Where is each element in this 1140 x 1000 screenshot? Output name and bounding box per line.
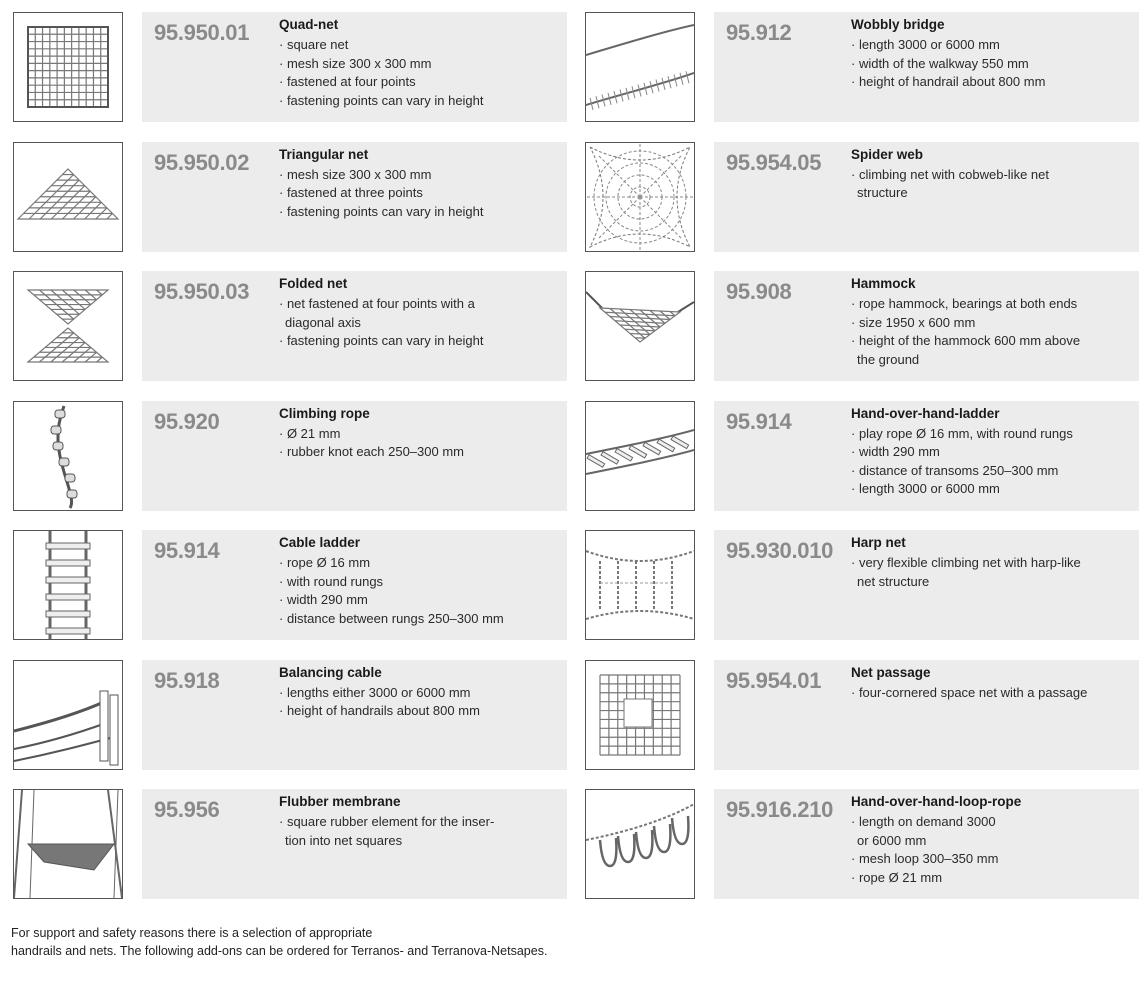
product-spec-line: · length 3000 or 6000 mm <box>851 37 1000 52</box>
product-spec-list <box>279 684 480 721</box>
product-spec-line: · height of handrails about 800 mm <box>279 703 480 718</box>
product-spec-list <box>279 554 504 628</box>
product-spec-list <box>279 425 464 462</box>
product-spec-line: · distance between rungs 250–300 mm <box>279 610 504 626</box>
product-item <box>585 142 1139 254</box>
wobbly-bridge-icon <box>585 12 695 122</box>
product-panel <box>714 530 1139 640</box>
product-item <box>13 660 567 772</box>
product-title: Quad-net <box>279 17 339 32</box>
product-panel <box>142 660 567 770</box>
product-spec-list <box>851 684 1087 703</box>
product-spec-line: · square net <box>279 37 349 52</box>
product-spec-line: · fastened at three points <box>279 185 423 200</box>
product-title: Folded net <box>279 276 348 291</box>
product-panel <box>142 401 567 511</box>
product-spec-list <box>279 813 494 850</box>
product-spec-line: diagonal axis <box>285 314 361 330</box>
product-code: 95.956 <box>154 797 220 822</box>
product-code: 95.914 <box>726 408 792 434</box>
product-spec-line: · four-cornered space net with a passage <box>851 684 1088 700</box>
cable-ladder-icon <box>13 530 123 640</box>
climbing-rope-icon <box>13 401 123 511</box>
hand-over-hand-loop-rope-icon <box>585 789 695 899</box>
product-spec-line: · Ø 21 mm <box>279 425 341 441</box>
product-item <box>585 530 1139 642</box>
product-title: Balancing cable <box>279 664 382 680</box>
product-item <box>585 789 1139 901</box>
footer-note <box>11 924 547 960</box>
product-spec-list <box>851 295 1080 369</box>
product-spec-line: · fastening points can vary in height <box>279 203 484 219</box>
product-spec-line: · mesh loop 300–350 mm <box>851 851 999 866</box>
product-spec-line: · mesh size 300 x 300 mm <box>279 55 432 71</box>
quad-net-icon <box>13 12 123 122</box>
product-spec-list <box>279 295 484 351</box>
product-spec-line: · play rope Ø 16 mm, with round rungs <box>851 425 1073 441</box>
product-item <box>13 142 567 254</box>
product-code: 95.914 <box>154 538 220 563</box>
flubber-membrane-icon <box>13 789 123 899</box>
product-spec-line: · length on demand 3000 <box>851 814 996 829</box>
product-code: 95.908 <box>726 279 792 304</box>
net-passage-icon <box>585 660 695 770</box>
hand-over-hand-ladder-icon <box>585 401 695 511</box>
product-code: 95.918 <box>154 667 220 693</box>
product-spec-line: · mesh size 300 x 300 mm <box>279 166 432 182</box>
product-spec-line: · height of handrail about 800 mm <box>851 74 1046 89</box>
footer-line-2: handrails and nets. The following add-ons can be ordered for Terranos- and Terranova-Netsapes. <box>11 944 548 958</box>
product-spec-line: · rubber knot each 250–300 mm <box>279 444 464 459</box>
product-code: 95.912 <box>726 20 792 45</box>
product-spec-line: · distance of transoms 250–300 mm <box>851 462 1059 478</box>
product-spec-list <box>851 813 998 887</box>
product-code: 95.950.03 <box>154 279 250 304</box>
product-spec-line: tion into net squares <box>285 832 403 848</box>
product-title: Harp net <box>851 535 906 550</box>
product-spec-list <box>851 554 1081 591</box>
product-code: 95.930.010 <box>726 538 834 563</box>
product-panel <box>142 271 567 381</box>
product-item <box>585 271 1139 383</box>
product-code: 95.916.210 <box>726 797 834 822</box>
product-spec-list <box>851 36 1045 92</box>
product-panel <box>714 660 1139 770</box>
product-spec-line: · climbing net with cobweb-like net <box>851 166 1049 182</box>
triangular-net-icon <box>13 142 123 252</box>
product-title: Wobbly bridge <box>851 17 945 32</box>
product-spec-line: net structure <box>857 573 930 589</box>
product-spec-line: · height of the hammock 600 mm above <box>851 333 1081 348</box>
product-panel <box>142 142 567 252</box>
folded-net-icon <box>13 271 123 381</box>
product-spec-line: · fastened at four points <box>279 74 416 89</box>
spider-web-icon <box>585 142 695 252</box>
product-panel <box>142 789 567 899</box>
product-panel <box>142 12 567 122</box>
product-spec-line: · width 290 mm <box>851 444 940 459</box>
product-code: 95.950.02 <box>154 149 250 175</box>
product-item <box>13 789 567 901</box>
product-spec-line: · fastening points can vary in height <box>279 92 484 108</box>
product-title: Cable ladder <box>279 535 361 550</box>
product-title: Climbing rope <box>279 405 370 421</box>
product-title: Flubber membrane <box>279 794 401 809</box>
product-spec-line: · square rubber element for the inser- <box>279 814 495 829</box>
product-title: Triangular net <box>279 146 369 162</box>
product-code: 95.954.05 <box>726 149 822 175</box>
balancing-cable-icon <box>13 660 123 770</box>
product-item <box>585 401 1139 513</box>
product-spec-list <box>851 425 1073 499</box>
product-title: Net passage <box>851 664 931 680</box>
product-spec-line: · with round rungs <box>279 573 384 589</box>
product-item <box>585 12 1139 124</box>
product-spec-line: · width of the walkway 550 mm <box>851 55 1029 71</box>
product-spec-line: or 6000 mm <box>857 832 927 848</box>
product-spec-line: · rope Ø 21 mm <box>851 869 943 885</box>
product-item <box>13 12 567 124</box>
product-panel <box>714 142 1139 252</box>
product-code: 95.920 <box>154 408 220 434</box>
product-spec-line: · rope hammock, bearings at both ends <box>851 296 1078 311</box>
product-spec-line: · size 1950 x 600 mm <box>851 314 976 330</box>
product-spec-line: · very flexible climbing net with harp-like <box>851 555 1081 570</box>
product-spec-line: · lengths either 3000 or 6000 mm <box>279 684 471 700</box>
product-title: Hand-over-hand-loop-rope <box>851 794 1022 809</box>
product-spec-line: · net fastened at four points with a <box>279 296 475 311</box>
product-panel <box>714 271 1139 381</box>
footer-line-1: For support and safety reasons there is a selection of appropriate <box>11 926 373 940</box>
product-title: Spider web <box>851 146 924 162</box>
product-spec-list <box>279 166 484 222</box>
product-spec-line: · width 290 mm <box>279 592 368 607</box>
product-title: Hand-over-hand-ladder <box>851 405 1000 421</box>
product-code: 95.950.01 <box>154 20 250 45</box>
hammock-icon <box>585 271 695 381</box>
product-spec-line: the ground <box>857 351 920 367</box>
product-item <box>13 530 567 642</box>
product-spec-line: · rope Ø 16 mm <box>279 555 371 570</box>
product-item <box>13 401 567 513</box>
product-item <box>13 271 567 383</box>
product-title: Hammock <box>851 276 916 291</box>
harp-net-icon <box>585 530 695 640</box>
product-code: 95.954.01 <box>726 667 822 693</box>
product-spec-line: · length 3000 or 6000 mm <box>851 481 1000 496</box>
product-spec-line: · fastening points can vary in height <box>279 333 484 348</box>
product-spec-line: structure <box>857 185 908 200</box>
product-panel <box>142 530 567 640</box>
product-item <box>585 660 1139 772</box>
product-spec-list <box>279 36 484 110</box>
product-panel <box>714 401 1139 511</box>
product-panel <box>714 12 1139 122</box>
product-spec-list <box>851 166 1049 203</box>
product-panel <box>714 789 1139 899</box>
